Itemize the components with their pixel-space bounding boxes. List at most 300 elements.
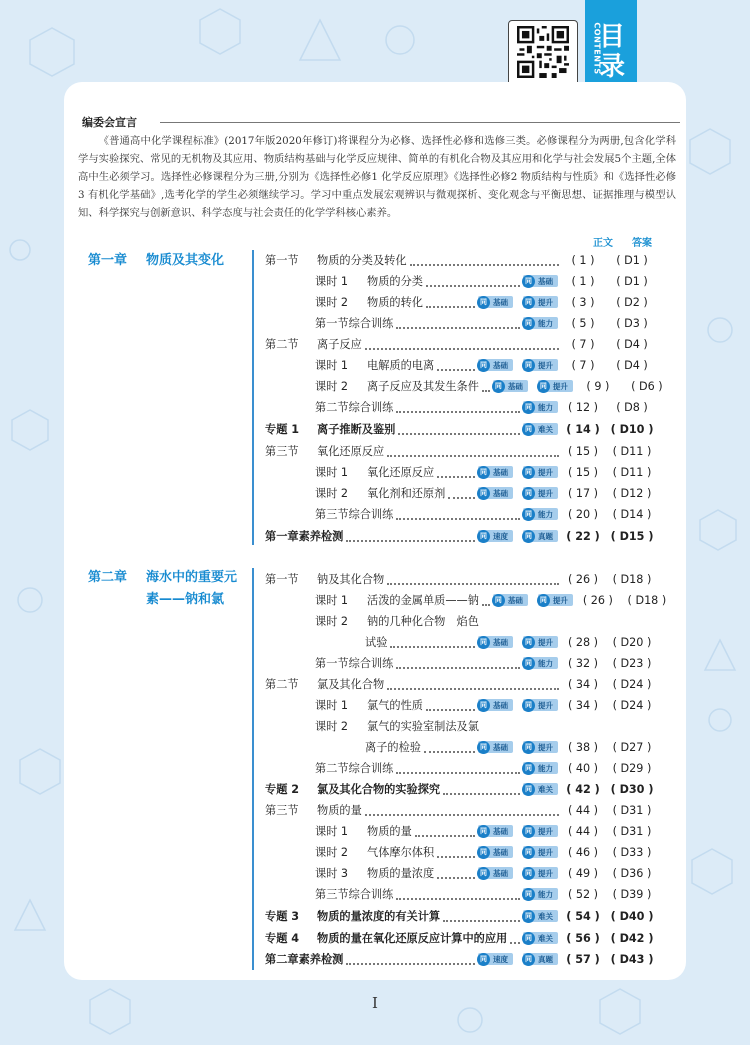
badge-circle-icon: 同	[522, 359, 535, 372]
exercise-badge	[478, 825, 513, 837]
badge-group	[478, 867, 558, 879]
toc-entry-page: ( 12 )	[567, 400, 599, 414]
badge-label: 能力	[538, 763, 553, 773]
toc-entry-page: ( 34 )	[567, 698, 599, 712]
badge-group	[493, 380, 573, 392]
chapter-title-line2: 素——钠和氯	[146, 592, 225, 607]
toc-entry-answer-page: ( D11 )	[612, 444, 652, 458]
toc-entry-title: 电解质的电离	[367, 359, 435, 372]
badge-circle-icon: 同	[522, 296, 535, 309]
toc-entry[interactable]	[315, 271, 660, 291]
toc-entry-page: ( 52 )	[567, 887, 599, 901]
toc-entry[interactable]	[315, 611, 660, 631]
badge-circle-icon: 同	[477, 699, 490, 712]
badge-group	[523, 401, 558, 413]
badge-circle-icon: 同	[522, 846, 535, 859]
chapter-1-divider	[252, 250, 254, 545]
exercise-badge	[478, 296, 513, 308]
committee-heading: 编委会宣言	[82, 116, 137, 129]
toc-entry-title: 氧化剂和还原剂	[367, 487, 446, 500]
toc-entry-title: 物质的转化	[367, 296, 423, 309]
exercise-badge	[523, 530, 558, 542]
toc-entry-title: 钠及其化合物	[317, 573, 385, 586]
badge-circle-icon: 同	[522, 741, 535, 754]
toc-entry-title: 物质的量在氧化还原反应计算中的应用	[317, 932, 508, 945]
toc-entry-title: 氯气的实验室制法及氯	[367, 720, 479, 733]
toc-entry-title: 氯气的性质	[367, 699, 423, 712]
toc-entry[interactable]	[265, 250, 660, 270]
badge-group	[493, 594, 573, 606]
toc-entry-title: 氧化还原反应	[367, 466, 435, 479]
badge-group	[523, 888, 558, 900]
toc-entry-label: 课时 2	[315, 846, 349, 859]
toc-entry-answer-page: ( D12 )	[612, 486, 652, 500]
badge-label: 基础	[507, 595, 523, 605]
dot-leader	[398, 424, 520, 435]
exercise-badge	[538, 380, 573, 392]
toc-entry-label: 专题 1	[265, 423, 300, 436]
toc-entry[interactable]	[315, 462, 660, 482]
toc-entry-answer-page: ( D18 )	[627, 593, 667, 607]
badge-label: 提升	[552, 595, 568, 605]
toc-entry-page: ( 32 )	[567, 656, 599, 670]
toc-entry[interactable]	[315, 716, 660, 736]
badge-circle-icon: 同	[522, 508, 535, 521]
badge-label: 真题	[538, 531, 553, 541]
exercise-badge	[523, 423, 558, 435]
dot-leader	[387, 574, 559, 585]
exercise-badge	[523, 867, 558, 879]
toc-entry[interactable]	[315, 397, 660, 417]
badge-circle-icon: 同	[522, 888, 535, 901]
toc-entry-answer-page: ( D4 )	[616, 358, 648, 372]
toc-entry-answer-page: ( D1 )	[616, 253, 648, 267]
toc-entry-page: ( 7 )	[571, 358, 595, 372]
toc-entry[interactable]	[265, 569, 660, 589]
toc-entry[interactable]	[265, 800, 660, 820]
badge-label: 难关	[538, 933, 553, 943]
badge-label: 真题	[538, 954, 553, 964]
toc-entry-page: ( 20 )	[567, 507, 599, 521]
badge-group	[478, 530, 558, 542]
toc-entry-answer-page: ( D43 )	[610, 952, 654, 966]
chapter-title: 海水中的重要元	[146, 570, 238, 585]
exercise-badge	[523, 846, 558, 858]
dot-leader	[396, 402, 520, 413]
toc-entry-title: 第三节综合训练	[315, 888, 394, 901]
toc-entry-label: 课时 2	[315, 296, 349, 309]
toc-entry-page: ( 46 )	[567, 845, 599, 859]
dot-leader	[396, 658, 520, 669]
toc-entry[interactable]	[315, 695, 660, 715]
toc-entry[interactable]	[265, 949, 660, 969]
toc-entry-answer-page: ( D8 )	[616, 400, 648, 414]
badge-circle-icon: 同	[522, 825, 535, 838]
toc-entry[interactable]	[265, 334, 660, 354]
dot-leader	[396, 509, 520, 520]
toc-entry-title: 氧化还原反应	[317, 445, 385, 458]
dot-leader	[396, 318, 520, 329]
toc-entry-answer-page: ( D29 )	[612, 761, 652, 775]
toc-entry-title: 物质的量浓度	[367, 867, 435, 880]
badge-circle-icon: 同	[522, 487, 535, 500]
toc-entry-answer-page: ( D40 )	[610, 909, 654, 923]
badge-group	[523, 423, 558, 435]
dot-leader	[396, 889, 520, 900]
badge-circle-icon: 同	[522, 401, 535, 414]
exercise-badge	[493, 594, 528, 606]
dot-leader	[426, 700, 475, 711]
badge-group	[478, 296, 558, 308]
chapter-2-divider	[252, 568, 254, 970]
exercise-badge	[523, 508, 558, 520]
exercise-badge	[523, 699, 558, 711]
page-number: I	[372, 994, 378, 1012]
toc-entry-label: 课时 1	[315, 359, 349, 372]
toc-entry-title: 物质的量	[317, 804, 362, 817]
toc-entry[interactable]	[315, 863, 660, 883]
toc-entry-title: 物质的量	[367, 825, 412, 838]
badge-circle-icon: 同	[522, 910, 535, 923]
chapter-number: 第二章	[88, 570, 128, 585]
toc-entry-answer-page: ( D11 )	[612, 465, 652, 479]
toc-entry-answer-page: ( D15 )	[610, 529, 654, 543]
dot-leader	[448, 488, 475, 499]
badge-circle-icon: 同	[522, 699, 535, 712]
toc-entry-label: 专题 2	[265, 783, 300, 796]
toc-entry-title: 离子反应及其发生条件	[367, 380, 479, 393]
badge-label: 难关	[538, 784, 553, 794]
toc-entry[interactable]	[315, 884, 660, 904]
badge-circle-icon: 同	[537, 594, 550, 607]
badge-circle-icon: 同	[492, 594, 505, 607]
badge-group	[478, 487, 558, 499]
exercise-badge	[478, 487, 513, 499]
qr-code-image	[517, 26, 569, 78]
toc-entry-label: 课时 1	[315, 594, 349, 607]
toc-entry-label: 第二节	[265, 678, 299, 691]
toc-entry-answer-page: ( D2 )	[616, 295, 648, 309]
exercise-badge	[523, 910, 558, 922]
toc-entry-title: 氯及其化合物	[317, 678, 385, 691]
toc-entry-title: 第一节综合训练	[315, 317, 394, 330]
toc-entry-label: 课时 1	[315, 466, 349, 479]
badge-label: 提升	[538, 868, 553, 878]
badge-label: 提升	[538, 360, 553, 370]
toc-entry-title: 物质的量浓度的有关计算	[317, 910, 441, 923]
toc-entry-answer-page: ( D14 )	[612, 507, 652, 521]
chapter-title: 物质及其变化	[146, 253, 225, 268]
badge-circle-icon: 同	[477, 636, 490, 649]
toc-entry[interactable]	[265, 526, 660, 546]
toc-entry-page: ( 1 )	[571, 253, 595, 267]
toc-entry-page: ( 57 )	[566, 952, 600, 966]
toc-entry-label: 专题 4	[265, 932, 300, 945]
toc-entry-page: ( 40 )	[567, 761, 599, 775]
toc-entry-page: ( 49 )	[567, 866, 599, 880]
badge-label: 基础	[493, 847, 508, 857]
toc-entry-label: 课时 3	[315, 867, 349, 880]
toc-entry[interactable]	[315, 355, 660, 375]
toc-entry-label: 课时 2	[315, 720, 349, 733]
badge-group	[478, 953, 558, 965]
dot-leader	[437, 360, 475, 371]
exercise-badge	[523, 359, 558, 371]
toc-entry-page: ( 7 )	[571, 337, 595, 351]
toc-entry[interactable]	[265, 674, 660, 694]
exercise-badge	[478, 867, 513, 879]
badge-circle-icon: 同	[477, 487, 490, 500]
toc-entry[interactable]	[315, 504, 660, 524]
toc-entry-label: 课时 1	[315, 275, 349, 288]
badge-label: 基础	[493, 360, 508, 370]
dot-leader	[443, 911, 520, 922]
badge-circle-icon: 同	[477, 953, 490, 966]
badge-circle-icon: 同	[522, 636, 535, 649]
toc-entry[interactable]	[315, 483, 660, 503]
badge-group	[478, 825, 558, 837]
toc-entry-page: ( 26 )	[582, 593, 613, 607]
badge-circle-icon: 同	[492, 380, 505, 393]
badge-label: 能力	[538, 889, 553, 899]
toc-entry-page: ( 26 )	[567, 572, 599, 586]
toc-entry[interactable]	[315, 590, 667, 610]
badge-group	[523, 657, 558, 669]
badge-circle-icon: 同	[522, 530, 535, 543]
exercise-badge	[523, 636, 558, 648]
badge-label: 难关	[538, 911, 553, 921]
badge-label: 基础	[493, 637, 508, 647]
toc-entry-title: 试验	[365, 636, 388, 649]
toc-entry-title: 离子反应	[317, 338, 362, 351]
exercise-badge	[523, 275, 558, 287]
badge-circle-icon: 同	[477, 825, 490, 838]
exercise-badge	[523, 932, 558, 944]
toc-entry[interactable]	[265, 441, 660, 461]
toc-entry-answer-page: ( D10 )	[610, 422, 654, 436]
dot-leader	[415, 826, 475, 837]
badge-label: 基础	[493, 297, 508, 307]
dot-leader	[482, 595, 490, 606]
badge-group	[478, 846, 558, 858]
badge-circle-icon: 同	[522, 423, 535, 436]
dot-leader	[365, 339, 559, 350]
toc-entry-page: ( 5 )	[571, 316, 595, 330]
badge-circle-icon: 同	[522, 317, 535, 330]
toc-entry-page: ( 15 )	[567, 444, 599, 458]
toc-entry-answer-page: ( D18 )	[612, 572, 652, 586]
committee-rule	[160, 122, 680, 123]
badge-group	[523, 508, 558, 520]
toc-entry[interactable]	[365, 632, 660, 652]
toc-entry-page: ( 28 )	[567, 635, 599, 649]
toc-entry-title: 离子推断及鉴别	[317, 423, 396, 436]
toc-entry[interactable]	[315, 653, 660, 673]
toc-entry-page: ( 54 )	[566, 909, 600, 923]
badge-circle-icon: 同	[477, 741, 490, 754]
exercise-badge	[478, 636, 513, 648]
toc-entry-label: 课时 1	[315, 699, 349, 712]
toc-entry[interactable]	[265, 906, 660, 926]
badge-circle-icon: 同	[477, 296, 490, 309]
toc-entry-title: 物质的分类	[367, 275, 423, 288]
exercise-badge	[523, 296, 558, 308]
toc-entry-label: 课时 2	[315, 487, 349, 500]
badge-label: 提升	[538, 742, 553, 752]
exercise-badge	[523, 657, 558, 669]
exercise-badge	[523, 317, 558, 329]
dot-leader	[390, 637, 475, 648]
exercise-badge	[478, 741, 513, 753]
badge-circle-icon: 同	[522, 657, 535, 670]
badge-group	[478, 636, 558, 648]
exercise-badge	[478, 953, 513, 965]
badge-circle-icon: 同	[477, 359, 490, 372]
badge-label: 能力	[538, 318, 553, 328]
badge-group	[478, 466, 558, 478]
chapter-1-heading[interactable]	[88, 250, 224, 272]
badge-label: 提升	[538, 847, 553, 857]
dot-leader	[437, 467, 475, 478]
toc-entry[interactable]	[315, 842, 660, 862]
exercise-badge	[523, 888, 558, 900]
badge-label: 提升	[552, 381, 568, 391]
badge-label: 基础	[538, 276, 553, 286]
badge-circle-icon: 同	[477, 466, 490, 479]
dot-leader	[443, 784, 520, 795]
toc-entry-label: 第三节	[265, 445, 299, 458]
toc-entry-answer-page: ( D4 )	[616, 337, 648, 351]
dot-leader	[410, 255, 559, 266]
badge-label: 基础	[493, 700, 508, 710]
dot-leader	[387, 446, 559, 457]
exercise-badge	[478, 466, 513, 478]
toc-entry-title: 活泼的金属单质——钠	[367, 594, 479, 607]
dot-leader	[424, 742, 475, 753]
toc-entry-page: ( 44 )	[567, 803, 599, 817]
toc-entry-page: ( 56 )	[566, 931, 600, 945]
badge-label: 速度	[493, 531, 508, 541]
toc-entry-page: ( 22 )	[566, 529, 600, 543]
badge-label: 基础	[493, 488, 508, 498]
toc-entry-label: 第一节	[265, 254, 299, 267]
toc-entry-answer-page: ( D27 )	[612, 740, 652, 754]
dot-leader	[426, 297, 475, 308]
toc-entry-answer-page: ( D24 )	[612, 677, 652, 691]
toc-entry-label: 课时 2	[315, 615, 349, 628]
exercise-badge	[478, 530, 513, 542]
badge-label: 能力	[538, 509, 553, 519]
badge-group	[478, 359, 558, 371]
badge-label: 速度	[493, 954, 508, 964]
badge-circle-icon: 同	[522, 953, 535, 966]
badge-label: 基础	[493, 826, 508, 836]
toc-entry-page: ( 34 )	[567, 677, 599, 691]
toc-entry-page: ( 14 )	[566, 422, 600, 436]
badge-circle-icon: 同	[522, 932, 535, 945]
toc-entry-answer-page: ( D33 )	[612, 845, 652, 859]
toc-entry[interactable]	[265, 779, 660, 799]
toc-entry-answer-page: ( D1 )	[616, 274, 648, 288]
badge-label: 基础	[493, 742, 508, 752]
toc-entry[interactable]	[265, 419, 660, 439]
toc-entry[interactable]	[265, 928, 660, 948]
exercise-badge	[523, 401, 558, 413]
badge-group	[478, 699, 558, 711]
badge-group	[478, 741, 558, 753]
badge-group	[523, 762, 558, 774]
dot-leader	[346, 954, 475, 965]
chapter-2-heading[interactable]	[88, 567, 237, 611]
toc-entry-answer-page: ( D31 )	[612, 824, 652, 838]
column-header-text: 正文	[593, 238, 613, 249]
toc-entry-answer-page: ( D3 )	[616, 316, 648, 330]
exercise-badge	[523, 487, 558, 499]
dot-leader	[437, 847, 475, 858]
toc-entry[interactable]	[315, 292, 660, 312]
dot-leader	[396, 763, 520, 774]
toc-entry[interactable]	[315, 758, 660, 778]
toc-entry-answer-page: ( D6 )	[631, 379, 663, 393]
badge-label: 提升	[538, 826, 553, 836]
toc-entry-title: 第二节综合训练	[315, 762, 394, 775]
badge-circle-icon: 同	[537, 380, 550, 393]
badge-group	[523, 275, 558, 287]
exercise-badge	[523, 762, 558, 774]
toc-entry[interactable]	[315, 313, 660, 333]
toc-entry-label: 课时 1	[315, 825, 349, 838]
exercise-badge	[523, 953, 558, 965]
toc-entry-title: 钠的几种化合物 焰色	[367, 615, 479, 628]
toc-entry[interactable]	[315, 821, 660, 841]
badge-label: 能力	[538, 402, 553, 412]
chapter-number: 第一章	[88, 253, 128, 268]
toc-entry-title: 第一章素养检测	[265, 530, 344, 543]
badge-circle-icon: 同	[522, 275, 535, 288]
exercise-badge	[478, 699, 513, 711]
toc-entry[interactable]	[365, 737, 660, 757]
toc-entry-title: 第三节综合训练	[315, 508, 394, 521]
badge-label: 提升	[538, 700, 553, 710]
badge-label: 提升	[538, 297, 553, 307]
toc-entry-answer-page: ( D39 )	[612, 887, 652, 901]
toc-entry-title: 离子的检验	[365, 741, 421, 754]
toc-entry-page: ( 17 )	[567, 486, 599, 500]
toc-entry-label: 第一节	[265, 573, 299, 586]
toc-entry-page: ( 1 )	[571, 274, 595, 288]
badge-group	[523, 932, 558, 944]
exercise-badge	[523, 783, 558, 795]
toc-entry-title: 第一节综合训练	[315, 657, 394, 670]
toc-entry-answer-page: ( D31 )	[612, 803, 652, 817]
toc-entry-title: 气体摩尔体积	[367, 846, 435, 859]
toc-entry-title: 氯及其化合物的实验探究	[317, 783, 441, 796]
toc-entry-answer-page: ( D20 )	[612, 635, 652, 649]
dot-leader	[437, 868, 475, 879]
badge-group	[523, 317, 558, 329]
badge-label: 提升	[538, 637, 553, 647]
toc-entry-answer-page: ( D23 )	[612, 656, 652, 670]
toc-entry[interactable]	[315, 376, 663, 396]
badge-circle-icon: 同	[522, 867, 535, 880]
dot-leader	[387, 679, 559, 690]
exercise-badge	[478, 359, 513, 371]
toc-entry-title: 物质的分类及转化	[317, 254, 407, 267]
badge-circle-icon: 同	[522, 466, 535, 479]
toc-entry-label: 课时 2	[315, 380, 349, 393]
badge-label: 基础	[507, 381, 523, 391]
toc-entry-page: ( 44 )	[567, 824, 599, 838]
